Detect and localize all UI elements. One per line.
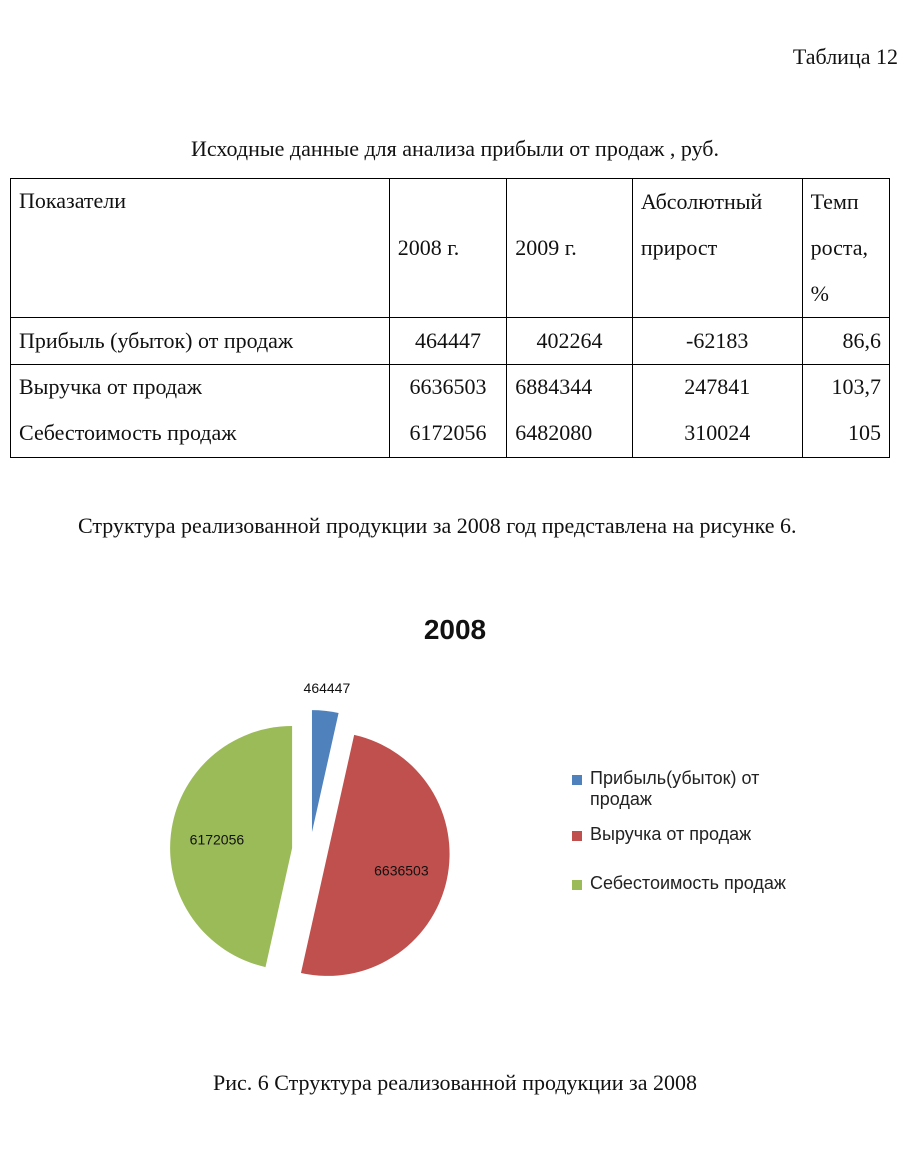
legend-swatch-revenue	[572, 831, 582, 841]
row-name: Прибыль (убыток) от продаж	[11, 318, 390, 365]
row-rate: 86,6	[802, 318, 889, 365]
row-name: Выручка от продаж	[11, 365, 390, 410]
table-title: Исходные данные для анализа прибыли от продаж , руб.	[191, 136, 719, 161]
header-2009: 2009 г.	[507, 179, 633, 318]
row-2009: 6482080	[507, 409, 633, 458]
pie-label-cost: 6172056	[189, 831, 245, 848]
profit-table	[10, 178, 890, 458]
header-absolute-growth	[632, 179, 802, 318]
legend-swatch-cost	[572, 880, 582, 890]
legend-item-cost	[572, 873, 832, 894]
legend-item-revenue	[572, 824, 832, 845]
legend-item-profit	[572, 768, 832, 810]
header-rate-line1: Темп	[810, 189, 859, 214]
row-name: Себестоимость продаж	[11, 409, 390, 458]
row-2009: 402264	[507, 318, 633, 365]
row-abs: 310024	[632, 409, 802, 458]
pie-label-profit: 464447	[303, 679, 351, 696]
row-abs: -62183	[632, 318, 802, 365]
pie-label-revenue: 6636503	[374, 862, 429, 879]
table-row	[11, 365, 890, 410]
figure-caption: Рис. 6 Структура реализованной продукции за 2008	[212, 1070, 698, 1095]
legend-label-profit-line1: Прибыль(убыток) от	[590, 768, 760, 788]
legend-swatch-profit	[572, 775, 582, 785]
body-paragraph: Структура реализованной продукции за 2008 год представлена на рисунке 6.	[78, 513, 797, 538]
table-header-row	[11, 179, 890, 318]
row-rate: 103,7	[802, 365, 889, 410]
header-growth-rate	[802, 179, 889, 318]
header-rate-line2: роста,	[810, 235, 869, 260]
pie-slice-profit	[312, 710, 339, 832]
table-row	[11, 409, 890, 458]
chart-legend	[572, 768, 832, 908]
table-row	[11, 318, 890, 365]
table-number: Таблица 12	[792, 44, 898, 69]
legend-label-cost: Себестоимость продаж	[590, 873, 786, 893]
header-rate-line3: %	[810, 281, 829, 306]
pie-chart	[0, 660, 560, 1020]
chart-title: 2008	[423, 614, 487, 645]
header-abs-line1: Абсолютный	[640, 189, 763, 214]
row-abs: 247841	[632, 365, 802, 410]
row-rate: 105	[802, 409, 889, 458]
row-2009: 6884344	[507, 365, 633, 410]
header-abs-line2: прирост	[640, 235, 718, 260]
header-2008: 2008 г.	[389, 179, 507, 318]
legend-label-revenue: Выручка от продаж	[590, 824, 752, 844]
row-2008: 464447	[389, 318, 507, 365]
header-indicator: Показатели	[11, 179, 390, 318]
row-2008: 6172056	[389, 409, 507, 458]
legend-label-profit-line2: продаж	[590, 789, 652, 809]
legend-label-profit	[590, 768, 759, 810]
row-2008: 6636503	[389, 365, 507, 410]
